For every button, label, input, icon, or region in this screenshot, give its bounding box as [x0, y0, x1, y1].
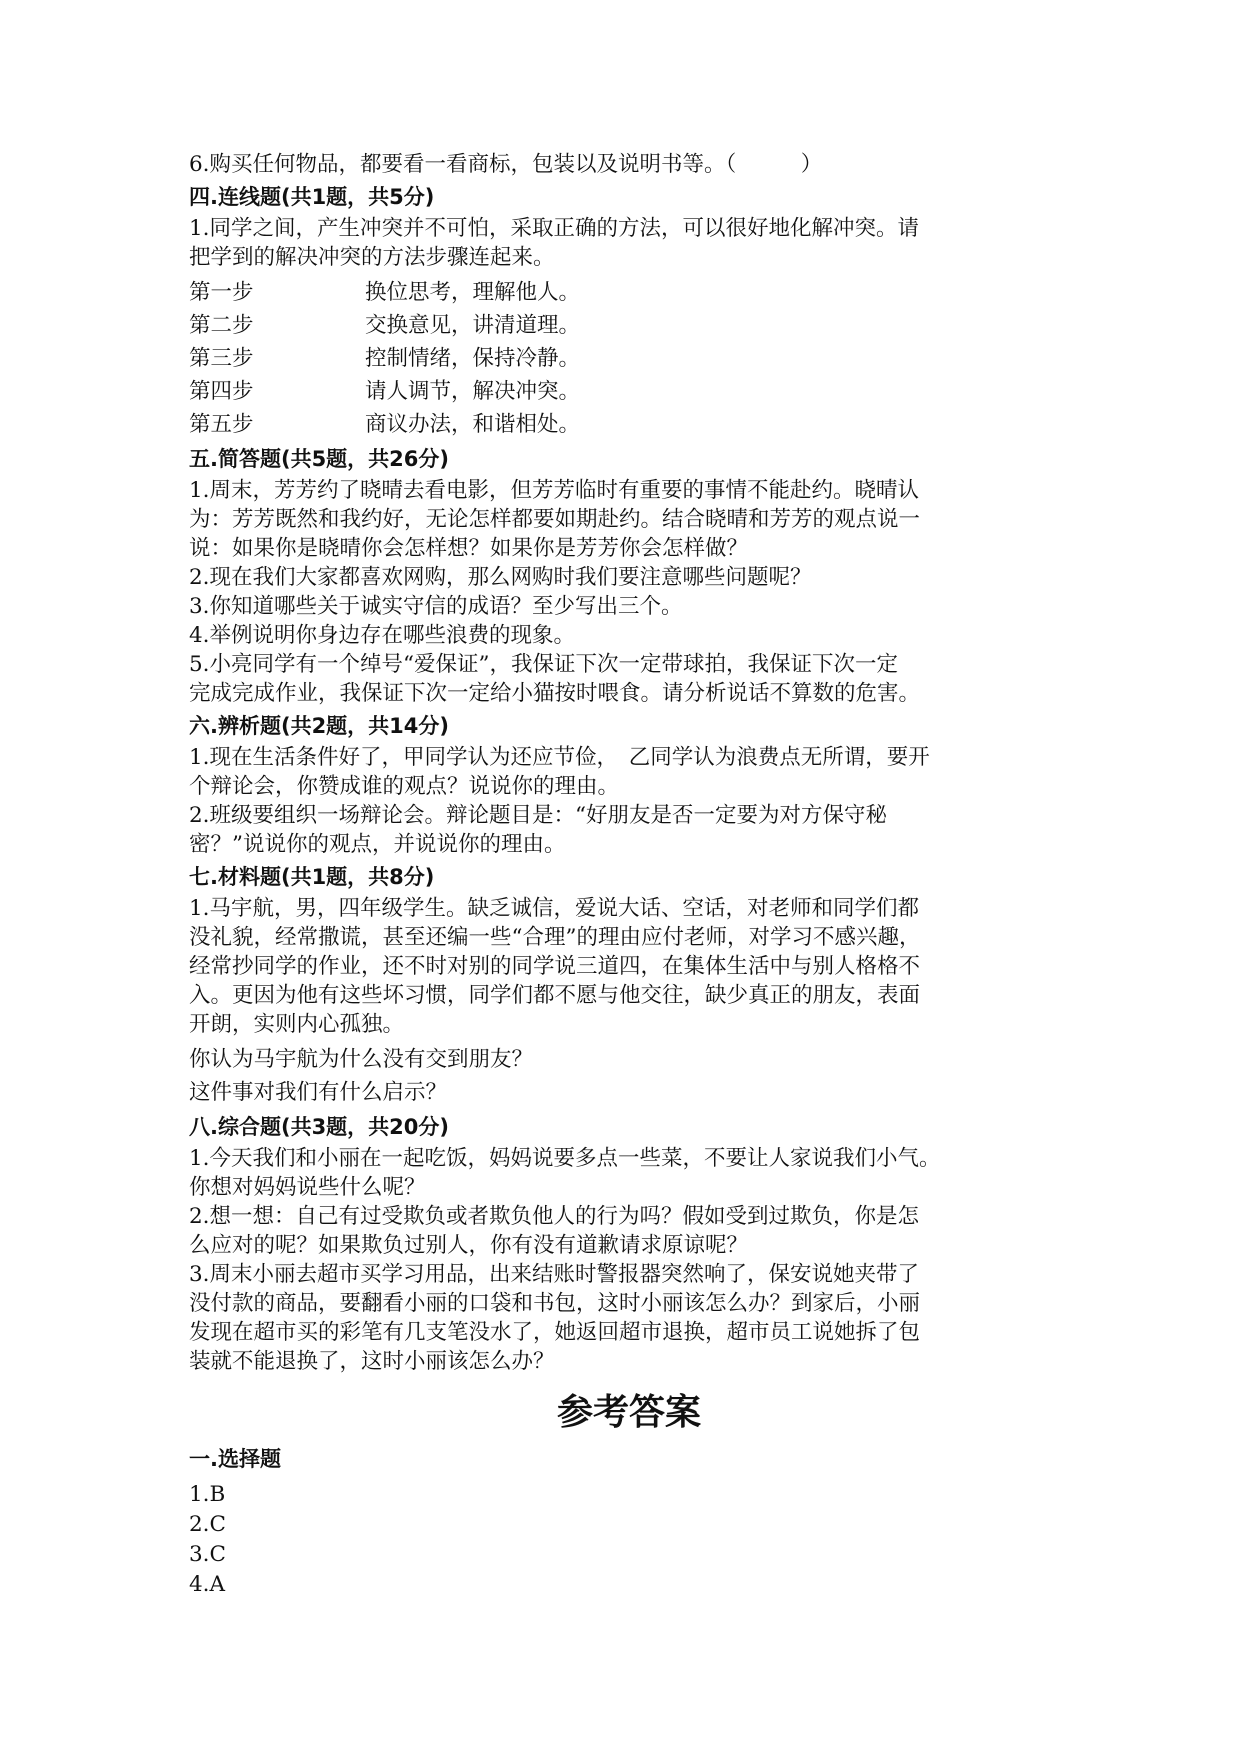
sec5-line: 说：如果你是晓晴你会怎样想？如果你是芳芳你会怎样做？ [189, 536, 749, 561]
sec7-sub-question: 这件事对我们有什么启示？ [189, 1080, 448, 1105]
sec8-line: 3.周末小丽去超市买学习用品，出来结账时警报器突然响了，保安说她夹带了 [189, 1262, 920, 1287]
sec8-line: 装就不能退换了，这时小丽该怎么办？ [189, 1349, 555, 1374]
matching-row-3 [189, 342, 1069, 375]
sec5-line: 1.周末，芳芳约了晓晴去看电影，但芳芳临时有重要的事情不能赴约。晓晴认 [189, 478, 920, 503]
sec5-line: 5.小亮同学有一个绰号“爱保证”，我保证下次一定带球拍，我保证下次一定 [189, 652, 898, 677]
sec8-line: 1.今天我们和小丽在一起吃饭，妈妈说要多点一些菜，不要让人家说我们小气。 [189, 1146, 941, 1171]
answer-item: 2.C [189, 1512, 226, 1537]
section-4-title: 四.连线题(共1题，共5分) [189, 185, 435, 209]
sec7-sub-question: 你认为马宇航为什么没有交到朋友？ [189, 1047, 534, 1072]
matching-method: 换位思考，理解他人。 [365, 280, 581, 305]
sec7-line: 没礼貌，经常撒谎，甚至还编一些“合理”的理由应付老师，对学习不感兴趣， [189, 925, 921, 950]
section-7-title: 七.材料题(共1题，共8分) [189, 865, 435, 889]
matching-row-1 [189, 276, 1069, 309]
sec8-line: 没付款的商品，要翻看小丽的口袋和书包，这时小丽该怎么办？到家后，小丽 [189, 1291, 921, 1316]
matching-method: 控制情绪，保持冷静。 [365, 346, 581, 371]
sec8-line: 2.想一想：自己有过受欺负或者欺负他人的行为吗？假如受到过欺负，你是怎 [189, 1204, 920, 1229]
answer-item: 1.B [189, 1482, 226, 1507]
answers-title: 参考答案 [556, 1391, 701, 1433]
sec8-line: 你想对妈妈说些什么呢？ [189, 1175, 426, 1200]
matching-method: 请人调节，解决冲突。 [365, 379, 581, 404]
section-8-title: 八.综合题(共3题，共20分) [189, 1115, 450, 1139]
sec4-q1-line-1: 1.同学之间，产生冲突并不可怕，采取正确的方法，可以很好地化解冲突。请 [189, 216, 920, 241]
question-6-line: 6.购买任何物品，都要看一看商标，包装以及说明书等。（ ） [189, 152, 823, 177]
matching-step: 第五步 [189, 412, 254, 437]
sec4-q1-line-2: 把学到的解决冲突的方法步骤连起来。 [189, 245, 555, 270]
matching-row-5 [189, 408, 1069, 441]
answers-section-1-title: 一.选择题 [189, 1447, 281, 1471]
sec7-line: 经常抄同学的作业，还不时对别的同学说三道四，在集体生活中与别人格格不 [189, 954, 921, 979]
sec7-line: 入。更因为他有这些坏习惯，同学们都不愿与他交往，缺少真正的朋友，表面 [189, 983, 921, 1008]
sec6-line: 个辩论会，你赞成谁的观点？说说你的理由。 [189, 774, 620, 799]
matching-row-2 [189, 309, 1069, 342]
sec5-line: 为：芳芳既然和我约好，无论怎样都要如期赴约。结合晓晴和芳芳的观点说一 [189, 507, 921, 532]
document-page [189, 150, 1069, 1600]
sec8-line: 么应对的呢？如果欺负过别人，你有没有道歉请求原谅呢？ [189, 1233, 749, 1258]
sec7-line: 开朗，实则内心孤独。 [189, 1012, 405, 1037]
sec5-line: 3.你知道哪些关于诚实守信的成语？至少写出三个。 [189, 594, 683, 619]
matching-step: 第一步 [189, 280, 254, 305]
section-5-title: 五.简答题(共5题，共26分) [189, 447, 450, 471]
section-6-title: 六.辨析题(共2题，共14分) [189, 714, 450, 738]
sec8-line: 发现在超市买的彩笔有几支笔没水了，她返回超市退换，超市员工说她拆了包 [189, 1320, 921, 1345]
answer-item: 4.A [189, 1572, 226, 1597]
sec7-line: 1.马宇航，男，四年级学生。缺乏诚信，爱说大话、空话，对老师和同学们都 [189, 896, 920, 921]
matching-method: 交换意见，讲清道理。 [365, 313, 581, 338]
sec6-line: 2.班级要组织一场辩论会。辩论题目是：“好朋友是否一定要为对方保守秘 [189, 803, 888, 828]
matching-step: 第四步 [189, 379, 254, 404]
sec6-line: 密？”说说你的观点，并说说你的理由。 [189, 832, 566, 857]
sec5-line: 完成完成作业，我保证下次一定给小猫按时喂食。请分析说话不算数的危害。 [189, 681, 921, 706]
matching-step: 第三步 [189, 346, 254, 371]
matching-method: 商议办法，和谐相处。 [365, 412, 581, 437]
sec6-line: 1.现在生活条件好了，甲同学认为还应节俭， 乙同学认为浪费点无所谓，要开 [189, 745, 930, 770]
matching-step: 第二步 [189, 313, 254, 338]
sec5-line: 2.现在我们大家都喜欢网购，那么网购时我们要注意哪些问题呢？ [189, 565, 812, 590]
matching-row-4 [189, 375, 1069, 408]
sec5-line: 4.举例说明你身边存在哪些浪费的现象。 [189, 623, 576, 648]
answer-item: 3.C [189, 1542, 226, 1567]
